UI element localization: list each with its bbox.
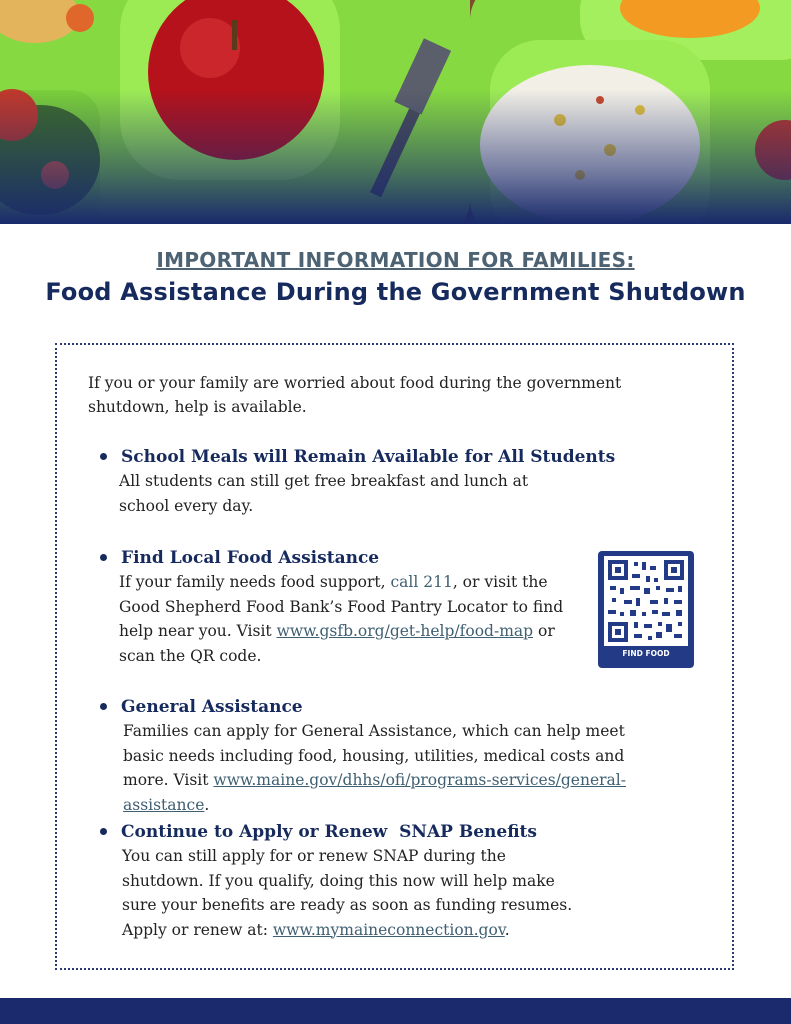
footer-bar bbox=[0, 998, 791, 1024]
call-211-link[interactable]: call 211 bbox=[390, 573, 453, 591]
mymaineconnection-link[interactable]: www.mymaineconnection.gov bbox=[272, 920, 505, 939]
general-assistance-link[interactable]: www.maine.gov/dhhs/ofi/programs-services/general-assistance bbox=[123, 771, 626, 814]
page-title: Food Assistance During the Government Shutdown bbox=[45, 278, 746, 306]
body-text: . bbox=[204, 795, 210, 814]
intro-text: If you or your family are worried about food during the government shutdown, help is available. bbox=[88, 374, 622, 416]
qr-label: FIND FOOD bbox=[622, 649, 670, 658]
title-block bbox=[0, 248, 791, 306]
section-title: School Meals will Remain Available for All Students bbox=[121, 447, 616, 467]
body-text: or scan the QR code. bbox=[119, 622, 555, 665]
body-text: If your family needs food support, bbox=[119, 573, 391, 591]
section-body bbox=[122, 844, 592, 942]
body-text: , or visit the Good Shepherd Food Bank’s Food Pantry Locator to find help near you. Visit bbox=[119, 573, 564, 640]
section-title: General Assistance bbox=[121, 697, 303, 717]
bullet-icon bbox=[100, 453, 107, 460]
section-general-assistance bbox=[100, 695, 660, 817]
body-text: Families can apply for General Assistance, which can help meet basic needs including food, housing, utilities, medical costs and more. Visit bbox=[123, 722, 625, 789]
section-school-meals bbox=[100, 445, 660, 518]
qr-pattern-icon bbox=[604, 556, 688, 646]
bullet-icon bbox=[100, 828, 107, 835]
qr-code-image bbox=[604, 556, 688, 646]
section-title: Continue to Apply or Renew SNAP Benefits bbox=[121, 822, 537, 842]
body-text: You can still apply for or renew SNAP during the shutdown. If you qualify, doing this now will help make sure your benefits are ready as soon as funding resumes. Apply or renew at: bbox=[122, 847, 573, 939]
section-body bbox=[119, 570, 577, 668]
bullet-icon bbox=[100, 554, 107, 561]
food-map-link[interactable]: www.gsfb.org/get-help/food-map bbox=[276, 622, 534, 640]
hero-image bbox=[0, 0, 791, 224]
section-body bbox=[123, 719, 658, 817]
qr-code[interactable] bbox=[598, 551, 694, 668]
kicker-heading: IMPORTANT INFORMATION FOR FAMILIES: bbox=[156, 248, 635, 272]
body-text: . bbox=[504, 920, 510, 939]
section-body: All students can still get free breakfast and lunch at school every day. bbox=[119, 472, 529, 515]
hero-gradient-overlay bbox=[0, 0, 791, 224]
section-title: Find Local Food Assistance bbox=[121, 548, 380, 568]
bullet-icon bbox=[100, 703, 107, 710]
section-local-food bbox=[100, 546, 660, 668]
section-snap bbox=[100, 820, 660, 942]
